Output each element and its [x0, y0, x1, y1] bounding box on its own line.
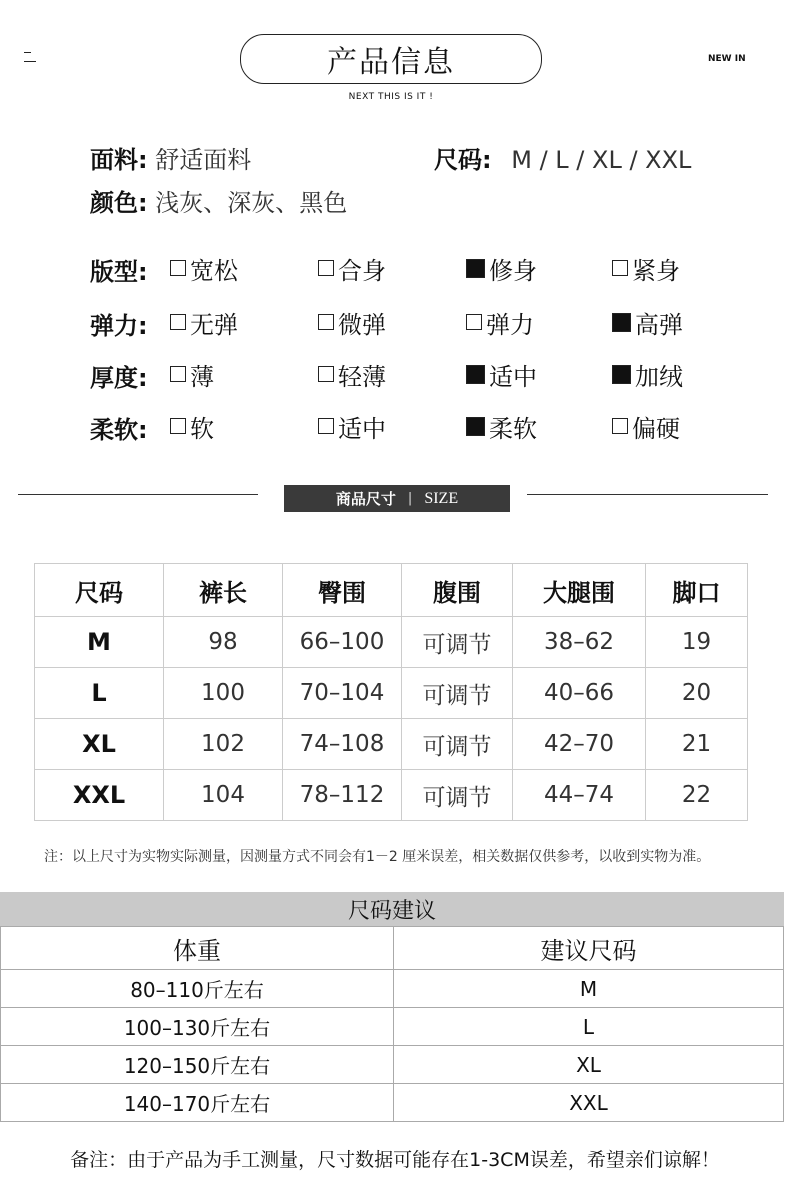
recommend-title: 尺码建议: [0, 892, 784, 926]
fabric-value: 舒适面料: [155, 146, 252, 174]
color-label: 颜色:: [90, 189, 148, 217]
attribute-option: [612, 252, 680, 284]
attribute-row: [90, 252, 770, 292]
recommend-header: [1, 927, 784, 970]
attribute-option: [612, 410, 680, 442]
attribute-option: [318, 410, 386, 442]
table-row: [1, 1084, 784, 1122]
unchecked-box-icon: [170, 314, 186, 330]
page-subtitle: NEXT THIS IS IT !: [348, 92, 434, 102]
table-row: [1, 1008, 784, 1046]
weight-cell: 80–110斤左右: [1, 970, 394, 1008]
attribute-option: [466, 252, 537, 284]
measurement-note: 注：以上尺寸为实物实际测量，因测量方式不同会有1－2 厘米误差，相关数据仅供参考，以收到实物为准。: [44, 849, 711, 865]
table-row: [1, 970, 784, 1008]
table-cell: 66–100: [283, 617, 402, 668]
option-label: 适中: [338, 414, 386, 443]
color-info: [90, 183, 347, 218]
attribute-label: 厚度:: [90, 364, 148, 392]
page-title: 产品信息: [240, 34, 542, 84]
size-section-bar: [284, 485, 510, 512]
attribute-label: 柔软:: [90, 416, 148, 444]
size-cell: XXL: [394, 1084, 784, 1122]
attribute-option: [318, 306, 386, 338]
option-label: 适中: [489, 362, 537, 391]
size-cell: XXL: [35, 770, 164, 821]
table-cell: 74–108: [283, 719, 402, 770]
attribute-option: [170, 410, 214, 442]
table-cell: 可调节: [402, 770, 513, 821]
option-label: 柔软: [489, 414, 537, 443]
weight-cell: 120–150斤左右: [1, 1046, 394, 1084]
attribute-option: [170, 306, 238, 338]
unchecked-box-icon: [170, 418, 186, 434]
size-cell: XL: [35, 719, 164, 770]
size-label: 尺码:: [434, 146, 492, 174]
table-cell: 78–112: [283, 770, 402, 821]
attribute-row: [90, 410, 770, 450]
attribute-option: [612, 358, 683, 390]
option-label: 偏硬: [632, 414, 680, 443]
header-cell: 尺码: [35, 564, 164, 617]
header-cell: 腹围: [402, 564, 513, 617]
table-row: [35, 719, 748, 770]
size-value: M / L / XL / XXL: [511, 146, 692, 174]
option-label: 薄: [190, 362, 214, 391]
checked-box-icon: [612, 365, 631, 384]
table-cell: 22: [646, 770, 748, 821]
attribute-option: [170, 252, 238, 284]
size-table: [34, 563, 748, 821]
option-label: 轻薄: [338, 362, 386, 391]
table-row: [1, 1046, 784, 1084]
header-cell: 臀围: [283, 564, 402, 617]
weight-cell: 140–170斤左右: [1, 1084, 394, 1122]
table-cell: 可调节: [402, 617, 513, 668]
attribute-row: [90, 306, 770, 346]
attribute-label: 弹力:: [90, 312, 148, 340]
table-row: [35, 617, 748, 668]
checked-box-icon: [466, 259, 485, 278]
size-cell: M: [35, 617, 164, 668]
table-cell: 44–74: [513, 770, 646, 821]
size-section-title-en: SIZE: [424, 489, 459, 507]
unchecked-box-icon: [318, 260, 334, 276]
option-label: 修身: [489, 256, 537, 285]
attribute-option: [466, 358, 537, 390]
attribute-option: [318, 252, 386, 284]
fabric-info: [90, 140, 251, 175]
unchecked-box-icon: [318, 418, 334, 434]
table-cell: 98: [164, 617, 283, 668]
new-in-badge: NEW IN: [708, 54, 746, 64]
attribute-option: [170, 358, 214, 390]
size-cell: L: [394, 1008, 784, 1046]
unchecked-box-icon: [170, 366, 186, 382]
option-label: 软: [190, 414, 214, 443]
size-cell: XL: [394, 1046, 784, 1084]
option-label: 合身: [338, 256, 386, 285]
attribute-row: [90, 358, 770, 398]
table-cell: 19: [646, 617, 748, 668]
weight-cell: 100–130斤左右: [1, 1008, 394, 1046]
header-cell: 体重: [1, 927, 394, 970]
unchecked-box-icon: [612, 418, 628, 434]
option-label: 微弹: [338, 310, 386, 339]
footer-note: 备注：由于产品为手工测量，尺寸数据可能存在1-3CM误差，希望亲们谅解！: [70, 1149, 720, 1171]
checked-box-icon: [466, 417, 485, 436]
divider-left: [18, 494, 258, 495]
option-label: 紧身: [632, 256, 680, 285]
fabric-label: 面料:: [90, 146, 148, 174]
option-label: 无弹: [190, 310, 238, 339]
attribute-option: [612, 306, 683, 338]
attribute-label: 版型:: [90, 258, 148, 286]
table-cell: 38–62: [513, 617, 646, 668]
attribute-option: [466, 410, 537, 442]
unchecked-box-icon: [466, 314, 482, 330]
size-table-header: [35, 564, 748, 617]
checked-box-icon: [466, 365, 485, 384]
table-row: [35, 770, 748, 821]
table-cell: 21: [646, 719, 748, 770]
recommend-table: [0, 926, 784, 1122]
size-cell: M: [394, 970, 784, 1008]
checked-box-icon: [612, 313, 631, 332]
divider-right: [527, 494, 768, 495]
header-cell: 建议尺码: [394, 927, 784, 970]
table-cell: 20: [646, 668, 748, 719]
option-label: 宽松: [190, 256, 238, 285]
size-section-separator: |: [407, 491, 413, 506]
header-cell: 脚口: [646, 564, 748, 617]
table-cell: 100: [164, 668, 283, 719]
header-cell: 大腿围: [513, 564, 646, 617]
header-cell: 裤长: [164, 564, 283, 617]
unchecked-box-icon: [318, 314, 334, 330]
table-row: [35, 668, 748, 719]
option-label: 弹力: [486, 310, 534, 339]
table-cell: 70–104: [283, 668, 402, 719]
size-info: [434, 140, 691, 175]
table-cell: 42–70: [513, 719, 646, 770]
unchecked-box-icon: [612, 260, 628, 276]
attribute-option: [466, 306, 534, 338]
option-label: 加绒: [635, 362, 683, 391]
size-cell: L: [35, 668, 164, 719]
unchecked-box-icon: [170, 260, 186, 276]
table-cell: 102: [164, 719, 283, 770]
table-cell: 104: [164, 770, 283, 821]
unchecked-box-icon: [318, 366, 334, 382]
color-value: 浅灰、深灰、黑色: [155, 189, 348, 217]
table-cell: 可调节: [402, 668, 513, 719]
size-section-title: 商品尺寸: [335, 490, 396, 508]
table-cell: 可调节: [402, 719, 513, 770]
table-cell: 40–66: [513, 668, 646, 719]
menu-icon[interactable]: [24, 52, 36, 64]
attribute-option: [318, 358, 386, 390]
option-label: 高弹: [635, 310, 683, 339]
